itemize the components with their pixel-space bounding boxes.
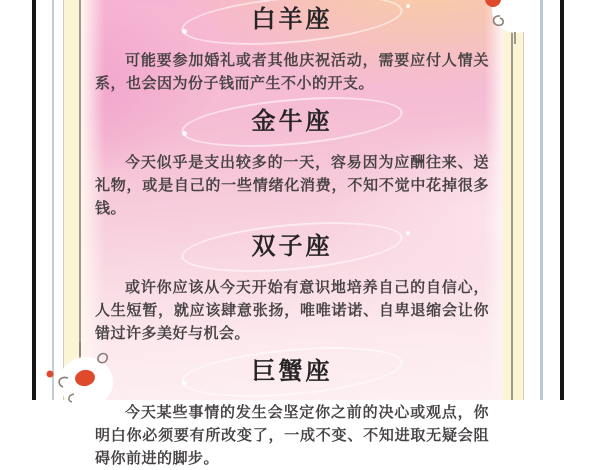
sparkle-icon	[182, 381, 187, 386]
charm-string-left	[79, 0, 81, 400]
zodiac-title-wrap	[81, 231, 503, 263]
zodiac-section-aries	[81, 4, 503, 95]
sparkle-icon	[182, 29, 187, 34]
sparkle-icon	[182, 131, 187, 136]
zodiac-list	[81, 0, 503, 467]
charm-string-right	[511, 0, 513, 400]
zodiac-title: 白羊座	[251, 6, 333, 33]
zodiac-title: 双子座	[251, 233, 333, 260]
frame-black-line-right	[560, 0, 564, 400]
zodiac-title-wrap	[81, 356, 503, 388]
zodiac-title-wrap	[81, 106, 503, 138]
zodiac-body-text: 今天某些事情的发生会坚定你之前的决心或观点，你明白你必须要有所改变了，一成不变、不知进取无疑会阻碍你前进的脚步。	[95, 404, 489, 467]
frame-yellow-strip-left	[64, 0, 79, 400]
zodiac-title: 巨蟹座	[251, 358, 333, 385]
content-panel	[81, 0, 503, 467]
sparkle-icon	[406, 4, 410, 8]
zodiac-body-text: 今天似乎是支出较多的一天，容易因为应酬往来、送礼物，或是自己的一些情绪化消费，不知不觉中花掉很多钱。	[95, 154, 489, 217]
zodiac-section-gemini	[81, 231, 503, 345]
zodiac-title: 金牛座	[251, 108, 333, 135]
sparkle-icon	[406, 231, 410, 235]
frame-yellow-edge-right	[523, 0, 524, 400]
frame-black-line-left	[32, 0, 36, 400]
zodiac-section-cancer	[81, 356, 503, 470]
frame-yellow-strip-right	[503, 0, 523, 400]
zodiac-body-text: 或许你应该从今天开始有意识地培养自己的自信心，人生短暂，就应该肆意张扬，唯唯诺诺、自卑退缩会让你错过许多美好与机会。	[95, 279, 489, 342]
frame-gray-line-left	[52, 0, 54, 400]
frame-blue-line-right	[540, 0, 543, 400]
zodiac-section-taurus	[81, 106, 503, 220]
zodiac-title-wrap	[81, 4, 503, 36]
zodiac-body-text: 可能要参加婚礼或者其他庆祝活动，需要应付人情关系，也会因为份子钱而产生不小的开支。	[95, 52, 489, 92]
